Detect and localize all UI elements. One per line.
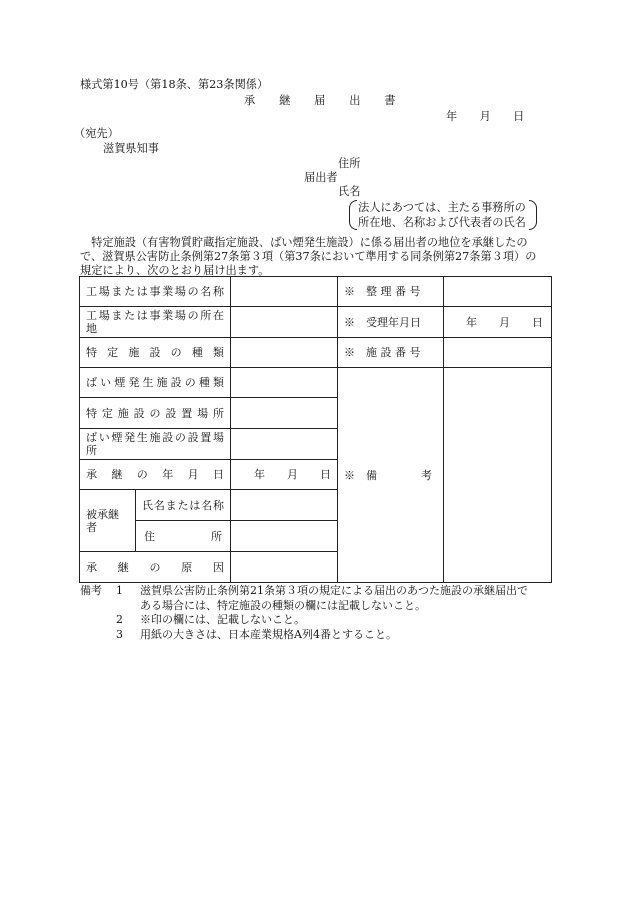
- facility-location-label: 特定施設の設置場所: [80, 398, 231, 429]
- note-item-continuation: [80, 599, 560, 614]
- factory-address-label-line: 地: [86, 322, 97, 335]
- remarks-field[interactable]: [444, 368, 552, 583]
- predecessor-name-label: 氏名または名称: [136, 490, 231, 521]
- addressee-label: （宛先）: [74, 127, 119, 140]
- applicant-name-label: 氏名: [338, 185, 361, 198]
- factory-address-label: [80, 307, 231, 338]
- intro-line: 規定により、次のとおり届け出ます。: [80, 263, 270, 277]
- facility-number-label: ※ 施 設 番 号: [338, 338, 444, 368]
- note-item: [80, 628, 560, 643]
- intro-line: で、滋賀県公害防止条例第27条第３項（第37条において準用する同条例第27条第３項）の: [80, 249, 537, 263]
- smoke-facility-type-field[interactable]: [231, 368, 338, 398]
- predecessor-name-field[interactable]: [231, 490, 338, 521]
- smoke-location-label-line: 所: [86, 444, 97, 457]
- received-date-field[interactable]: 年 月 日: [444, 307, 552, 338]
- smoke-location-label-line: ばい煙発生施設の設置場: [86, 431, 224, 444]
- note-text: 用紙の大きさは、日本産業規格A列4番とすること。: [140, 627, 397, 641]
- note-text: ある場合には、特定施設の種類の欄には記載しないこと。: [140, 598, 426, 612]
- note-text: ※印の欄には、記載しないこと。: [140, 613, 305, 627]
- date-line: 年 月 日: [446, 110, 525, 123]
- corporate-note-text: [358, 200, 526, 230]
- facility-location-field[interactable]: [231, 398, 338, 429]
- factory-address-field[interactable]: [231, 307, 338, 338]
- note-text: 滋賀県公害防止条例第21条第３項の規定による届出のあつた施設の承継届出で: [140, 584, 528, 597]
- corporate-note: [349, 200, 537, 230]
- left-bracket: [349, 200, 357, 230]
- intro-paragraph: [80, 236, 560, 277]
- factory-name-label: 工場または事業場の名称: [80, 277, 231, 307]
- predecessor-address-label: 住所: [136, 521, 231, 552]
- predecessor-label: 被承継者: [80, 490, 136, 552]
- form-number: 様式第10号（第18条、第23条関係）: [80, 78, 269, 91]
- document-title: 承 継 届 出 書: [244, 94, 396, 107]
- table-row: [80, 277, 552, 307]
- form-table: [79, 276, 552, 583]
- note-item: [80, 584, 560, 599]
- corporate-note-line: 法人にあつては、主たる事務所の: [358, 201, 526, 214]
- table-row: [80, 338, 552, 368]
- smoke-location-label: [80, 429, 231, 460]
- applicant-address-label: 住所: [338, 157, 361, 170]
- note-number: 2: [116, 613, 123, 627]
- note-number: 1: [116, 584, 123, 597]
- received-date-label: ※ 受理年月日: [338, 307, 444, 338]
- smoke-facility-type-label: ばい煙発生施設の種類: [80, 368, 231, 398]
- smoke-location-field[interactable]: [231, 429, 338, 460]
- succession-reason-field[interactable]: [231, 552, 338, 583]
- intro-line: 特定施設（有害物質貯蔵指定施設、ばい煙発生施設）に係る届出者の地位を承継したの: [80, 236, 528, 249]
- note-number: 3: [116, 627, 123, 641]
- addressee: 滋賀県知事: [103, 142, 159, 155]
- notes-heading: 備考: [80, 584, 102, 597]
- notes-section: [80, 584, 560, 642]
- facility-type-field[interactable]: [231, 338, 338, 368]
- succession-date-label: 承継の年月日: [80, 460, 231, 490]
- facility-number-field[interactable]: [444, 338, 552, 368]
- table-row: [80, 368, 552, 398]
- applicant-role-label: 届出者: [304, 171, 338, 184]
- predecessor-address-field[interactable]: [231, 521, 338, 552]
- ref-number-field[interactable]: [444, 277, 552, 307]
- note-item: [80, 613, 560, 628]
- ref-number-label: ※ 整 理 番 号: [338, 277, 444, 307]
- factory-address-label-line: 工場または事業場の所在: [86, 309, 224, 322]
- right-bracket: [529, 200, 537, 230]
- factory-name-field[interactable]: [231, 277, 338, 307]
- succession-reason-label: 承継の原因: [80, 552, 231, 583]
- corporate-note-line: 所在地、名称および代表者の氏名: [358, 216, 526, 229]
- remarks-label: ※ 備 考: [338, 368, 444, 583]
- succession-date-field[interactable]: 年 月 日: [231, 460, 338, 490]
- table-row: [80, 307, 552, 338]
- facility-type-label: 特定施設の種類: [80, 338, 231, 368]
